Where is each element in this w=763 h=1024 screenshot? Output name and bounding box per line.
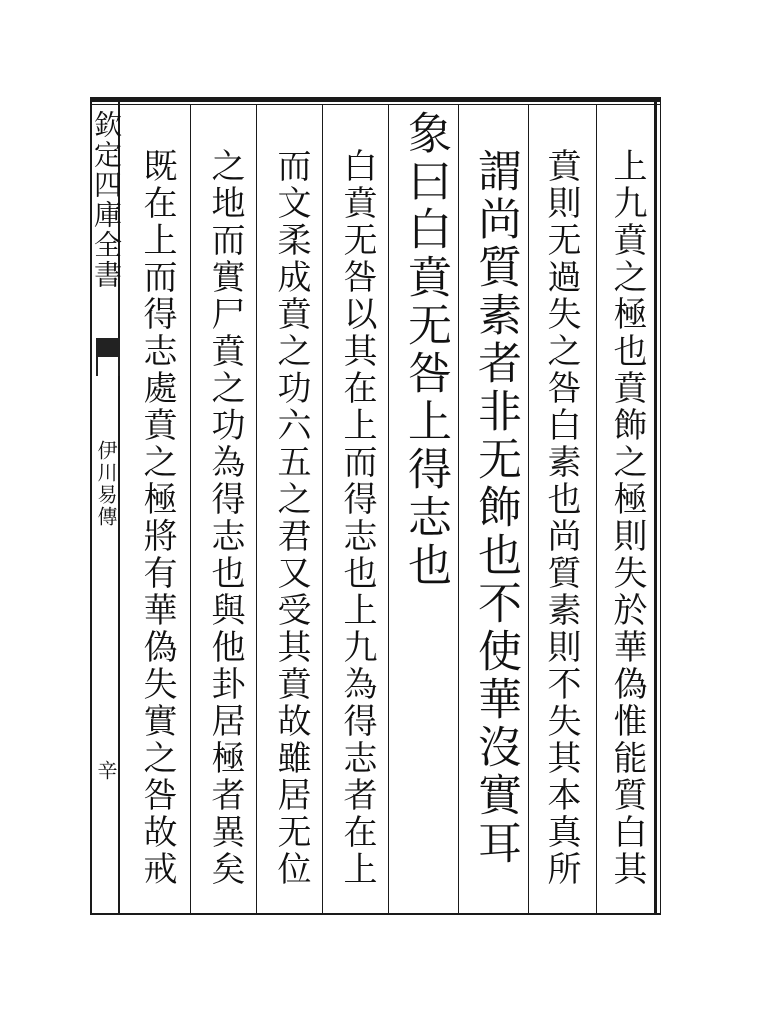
right-border-inner — [660, 97, 661, 915]
text-column: 賁則无過失之咎白素也尚質素則不失其本真所 — [541, 148, 581, 888]
text-column: 而文柔成賁之功六五之君又受其賁故雖居无位 — [271, 148, 311, 888]
book-title: 欽定四庫全書 — [90, 110, 123, 290]
fish-tail-mark — [96, 338, 120, 376]
section-title: 伊川易傳 — [94, 440, 118, 528]
column-divider — [322, 104, 323, 913]
top-border-thick — [90, 97, 660, 102]
column-divider — [256, 104, 257, 913]
text-column: 既在上而得志處賁之極將有華偽失實之咎故戒 — [137, 148, 177, 888]
text-column: 象曰白賁无咎上得志也 — [400, 110, 451, 590]
text-column: 之地而實尸賁之功為得志也與他卦居極者異矣 — [205, 148, 245, 888]
column-divider — [388, 104, 389, 913]
top-border-thin — [90, 104, 660, 105]
text-column: 上九賁之極也賁飾之極則失於華偽惟能質白其 — [607, 148, 647, 888]
bottom-border — [90, 913, 660, 915]
folio-number: 辛 — [94, 760, 118, 780]
column-divider — [190, 104, 191, 913]
column-divider — [528, 104, 529, 913]
text-column: 謂尚質素者非无飾也不使華沒實耳 — [470, 148, 521, 868]
column-divider — [458, 104, 459, 913]
text-column: 白賁无咎以其在上而得志也上九為得志者在上 — [337, 148, 377, 888]
